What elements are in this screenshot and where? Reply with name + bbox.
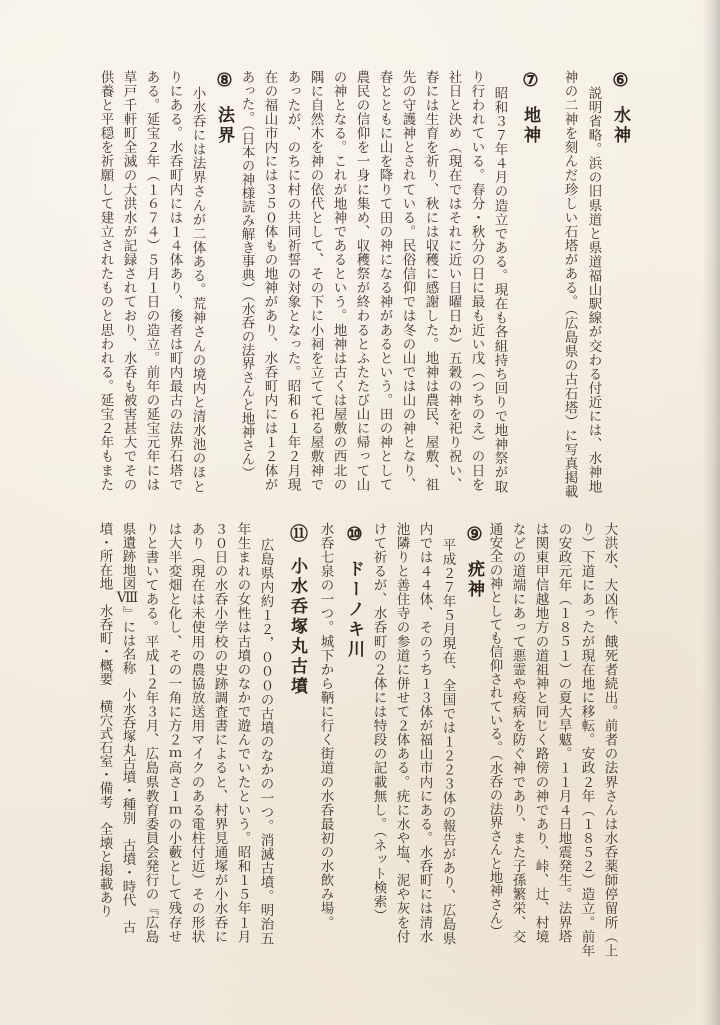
section-11-heading [284, 524, 310, 697]
section-7-body-line-5: 先の守護神とされている。民俗信仰では冬の山では山の神となり、 [399, 70, 416, 492]
section-11-body-line-7: 県遺跡地図Ⅷ』には名称 小水呑塚丸古墳・種別 古墳・時代 古 [119, 522, 136, 934]
page-fold-shadow [702, 0, 720, 1025]
section-11-title: 小水呑塚丸古墳 [287, 557, 307, 697]
section-9-body-line-1: 平成２７年５月現在、全国では１２２３体の報告があり、広島県 [439, 538, 456, 946]
section-7-body-line-8: の神となる。これが地神であるという。地神は古くは屋敷の西北の [330, 70, 347, 492]
section-8-cont-line-3: の安政元年（１８５１）の夏大旱魃。１１月４日地震発生。法界塔 [555, 522, 572, 944]
section-11-body-line-5: は大半変畑と化し、その一角に方２ｍ高さ１ｍの小藪として残存せ [165, 522, 182, 944]
section-10-number: ⑩ [344, 524, 365, 548]
section-8-number: ⑧ [214, 70, 235, 94]
section-11-number: ⑪ [287, 524, 308, 545]
section-6-heading [608, 70, 633, 146]
section-9-heading [462, 524, 487, 600]
section-8-cont-line-2: り）下道にあったが現在地に移転。安政２年（１８５２）造立。前年 [578, 522, 595, 958]
section-8-cont-line-4: は関東甲信越地方の道祖神と同じく路傍の神であり、峠、辻、村境 [532, 522, 549, 944]
section-10-heading [342, 524, 367, 660]
section-7-title: 地神 [520, 106, 540, 146]
section-11-body-line-4: あり（現在は未使用の農協放送用マイクのある電柱付近）その形状 [188, 522, 205, 944]
section-6-body-line-2: 神の二神を刻んだ珍しい石塔がある。（広島県の古石塔）に写真掲載 [561, 70, 578, 499]
section-7-body-line-10: あったが、のちに村の共同祈誓の対象となった。昭和６１年２月現 [284, 70, 301, 492]
section-10-body-line-1: 水呑七泉の一つ。城下から鞆に行く街道の水呑最初の水飲み場。 [317, 522, 334, 930]
section-8-body-line-1: 小水呑には法界さんが二体ある。荒神さんの境内と清水池のほと [189, 86, 206, 494]
section-7-body-line-2: り行われている。春分・秋分の日に最も近い戊（つちのえ）の日を [468, 70, 485, 492]
section-8-body-line-3: ある。延宝２年（１６７４）５月１日の造立。前年の延宝元年には [143, 70, 160, 492]
section-11-body-line-3: ３０日の水呑小学校の史跡調査書によると、村界見通塚が小水呑に [211, 522, 228, 944]
section-9-body-line-4: けて祈るが、水呑町の２体には特段の記載無し。（ネット検索） [370, 522, 387, 923]
section-6-number: ⑥ [610, 70, 631, 94]
section-6-body-line-1: 説明省略。浜の旧県道と県道福山駅線が交わる付近には、水神地 [585, 86, 602, 494]
section-11-body-line-8: 墳・所在地 水呑町・概要 横穴式石室・備考 全壊と掲載あり [96, 522, 113, 918]
section-9-body-line-3: 池隣りと善住寺の参道に併せて２体ある。疣に水や塩、泥や灰を付 [393, 522, 410, 944]
section-7-body-line-9: 隅に自然木を神の依代として、その下に小祠を立てて祀る屋敷神で [307, 70, 324, 492]
section-8-body-line-2: りにある。水呑町内には１４体あり、後者は町内最古の法界石塔で [166, 70, 183, 492]
section-11-body-line-6: りと書いてある。平成１２年３月、広島県教育委員会発行の『広島 [142, 522, 159, 944]
section-7-number: ⑦ [520, 70, 541, 94]
section-8-heading [212, 70, 237, 146]
section-8-cont-line-1: 大洪水、大凶作、餓死者続出。前者の法界さんは水呑薬師停留所（上 [601, 522, 618, 958]
section-9-body-line-2: 内では４４体、そのうち１３体が福山市内にある。水呑町には清水 [416, 522, 433, 944]
section-7-body-line-11: 在の福山市内には３５０体もの地神があり、水呑町内には１２体が [261, 70, 278, 492]
section-8-cont-line-5: などの道端にあって悪霊や疫病を防ぐ神であり、また子孫繁栄、交 [509, 522, 526, 944]
section-7-body-line-6: 春とともに山を降りて田の神になる神があるという。田の神として [376, 70, 393, 492]
section-8-body-line-5: 供養と平穏を祈願して建立されたものと思われる。延宝２年もまた [97, 70, 114, 492]
section-9-title: 疣神 [464, 560, 484, 600]
section-8-title: 法界 [214, 106, 234, 146]
section-7-body-line-4: 春には生育を祈り、秋には収穫に感謝した。地神は農民、屋敷、祖 [422, 70, 439, 492]
section-11-body-line-1: 広島県内約１２，０００の古墳のなかの一つ。消滅古墳。明治五 [257, 538, 274, 946]
section-7-body-line-12: あった。（日本の神様読み解き事典）（水呑の法界さんと地神さん） [238, 70, 255, 480]
section-7-heading [518, 70, 543, 146]
section-7-body-line-7: 農民の信仰を一身に集め、収穫祭が終わるとふたたび山に帰って山 [353, 70, 370, 492]
section-10-title: ドーノキ川 [344, 560, 364, 660]
section-6-title: 水神 [610, 106, 630, 146]
section-8-cont-line-6: 通安全の神としても信仰されている。（水呑の法界さんと地神さん） [486, 522, 503, 939]
section-7-body-line-1: 昭和３７年４月の造立である。現在も各組持ち回りで地神祭が取 [491, 86, 508, 494]
section-7-body-line-3: 社日と決め（現在ではそれに近い日曜日か）五穀の神を祀り祝い、 [445, 70, 462, 492]
section-8-body-line-4: 草戸千軒町全滅の大洪水が記録されており、水呑も被害甚大でその [120, 70, 137, 492]
section-9-number: ⑨ [464, 524, 485, 548]
section-11-body-line-2: 年生まれの女性は古墳のなかで遊んでいたという。昭和１５年１月 [234, 522, 251, 944]
